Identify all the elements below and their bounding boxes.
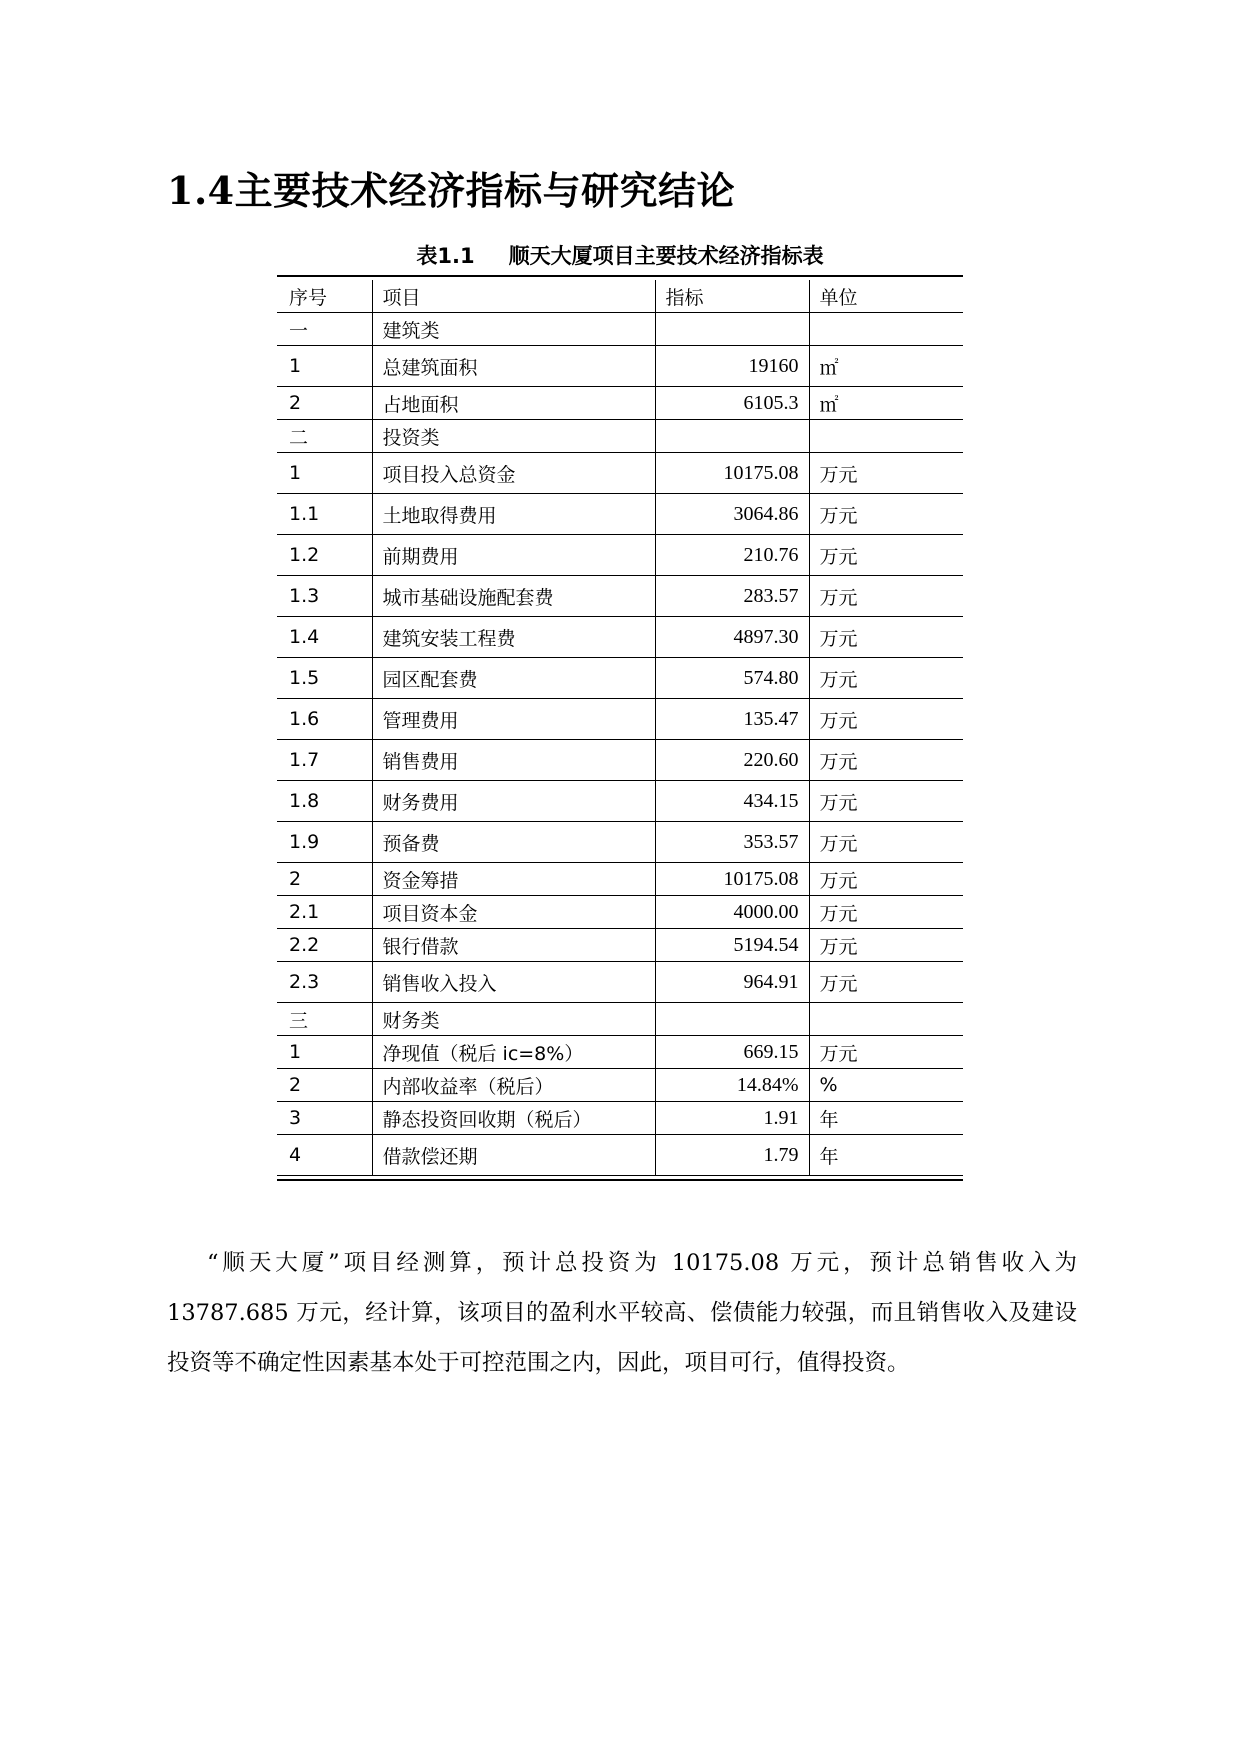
row-value-cell: 353.57 bbox=[655, 822, 809, 863]
row-item-cell: 投资类 bbox=[372, 420, 655, 453]
row-unit-cell: 万元 bbox=[809, 576, 963, 617]
row-item-cell: 资金筹措 bbox=[372, 863, 655, 896]
row-no-cell: 1 bbox=[277, 1036, 372, 1069]
table-row bbox=[277, 617, 963, 658]
row-unit-cell: 万元 bbox=[809, 453, 963, 494]
row-no-cell: 1.1 bbox=[277, 494, 372, 535]
row-unit-cell: 万元 bbox=[809, 699, 963, 740]
table-row bbox=[277, 387, 963, 420]
row-no-cell: 3 bbox=[277, 1102, 372, 1135]
row-value-cell: 220.60 bbox=[655, 740, 809, 781]
row-unit-cell: % bbox=[809, 1069, 963, 1102]
table-row bbox=[277, 929, 963, 962]
row-no-cell: 1.7 bbox=[277, 740, 372, 781]
row-unit-cell: 万元 bbox=[809, 781, 963, 822]
row-value-cell: 4897.30 bbox=[655, 617, 809, 658]
row-no-cell: 1.4 bbox=[277, 617, 372, 658]
indicator-table bbox=[277, 275, 963, 1181]
row-item-cell: 净现值（税后 ic=8%） bbox=[372, 1036, 655, 1069]
row-no-cell: 2.3 bbox=[277, 962, 372, 1003]
table-caption bbox=[277, 240, 963, 270]
row-no-cell: 2 bbox=[277, 387, 372, 420]
indicator-table-grid bbox=[277, 280, 963, 1176]
row-no-cell: 2.1 bbox=[277, 896, 372, 929]
table-row bbox=[277, 576, 963, 617]
row-no-cell: 三 bbox=[277, 1003, 372, 1036]
row-no-cell: 1.3 bbox=[277, 576, 372, 617]
row-item-cell: 借款偿还期 bbox=[372, 1135, 655, 1176]
row-item-cell: 建筑安装工程费 bbox=[372, 617, 655, 658]
row-item-cell: 银行借款 bbox=[372, 929, 655, 962]
row-unit-cell: 万元 bbox=[809, 822, 963, 863]
row-item-cell: 管理费用 bbox=[372, 699, 655, 740]
row-value-cell: 4000.00 bbox=[655, 896, 809, 929]
row-unit-cell: ㎡ bbox=[809, 387, 963, 420]
row-unit-cell bbox=[809, 420, 963, 453]
header-cell-value: 指标 bbox=[655, 280, 809, 313]
row-unit-cell: 万元 bbox=[809, 929, 963, 962]
table-row bbox=[277, 699, 963, 740]
row-unit-cell: 万元 bbox=[809, 863, 963, 896]
row-value-cell: 1.79 bbox=[655, 1135, 809, 1176]
row-unit-cell: 年 bbox=[809, 1135, 963, 1176]
row-item-cell: 预备费 bbox=[372, 822, 655, 863]
table-row bbox=[277, 740, 963, 781]
table-row bbox=[277, 1003, 963, 1036]
row-item-cell: 内部收益率（税后） bbox=[372, 1069, 655, 1102]
row-value-cell: 210.76 bbox=[655, 535, 809, 576]
row-item-cell: 土地取得费用 bbox=[372, 494, 655, 535]
row-item-cell: 财务费用 bbox=[372, 781, 655, 822]
table-top-rule bbox=[277, 275, 963, 277]
conclusion-text: “顺天大厦”项目经测算，预计总投资为 10175.08 万元，预计总销售收入为 13787.685 万元，经计算，该项目的盈利水平较高、偿债能力较强，而且销售收入及建设投资等不确定性因素基本处于可控范围之内，因此，项目可行，值得投资。 bbox=[167, 1250, 1077, 1376]
table-row bbox=[277, 896, 963, 929]
row-no-cell: 2.2 bbox=[277, 929, 372, 962]
row-no-cell: 1.9 bbox=[277, 822, 372, 863]
row-value-cell: 574.80 bbox=[655, 658, 809, 699]
table-bottom-rule bbox=[277, 1179, 963, 1181]
header-cell-unit: 单位 bbox=[809, 280, 963, 313]
row-unit-cell: 万元 bbox=[809, 617, 963, 658]
row-item-cell: 财务类 bbox=[372, 1003, 655, 1036]
row-unit-cell: 万元 bbox=[809, 896, 963, 929]
row-item-cell: 项目投入总资金 bbox=[372, 453, 655, 494]
table-row bbox=[277, 453, 963, 494]
row-no-cell: 1.8 bbox=[277, 781, 372, 822]
table-row bbox=[277, 781, 963, 822]
row-unit-cell: 年 bbox=[809, 1102, 963, 1135]
table-row bbox=[277, 1135, 963, 1176]
row-no-cell: 一 bbox=[277, 313, 372, 346]
row-no-cell: 1.6 bbox=[277, 699, 372, 740]
row-unit-cell: 万元 bbox=[809, 962, 963, 1003]
row-no-cell: 1.2 bbox=[277, 535, 372, 576]
row-value-cell: 1.91 bbox=[655, 1102, 809, 1135]
header-cell-item: 项目 bbox=[372, 280, 655, 313]
row-value-cell: 964.91 bbox=[655, 962, 809, 1003]
table-row bbox=[277, 313, 963, 346]
table-row bbox=[277, 346, 963, 387]
row-value-cell: 19160 bbox=[655, 346, 809, 387]
table-row bbox=[277, 658, 963, 699]
row-no-cell: 2 bbox=[277, 1069, 372, 1102]
row-no-cell: 4 bbox=[277, 1135, 372, 1176]
row-value-cell bbox=[655, 313, 809, 346]
row-no-cell: 1.5 bbox=[277, 658, 372, 699]
row-no-cell: 1 bbox=[277, 453, 372, 494]
row-value-cell bbox=[655, 420, 809, 453]
table-row bbox=[277, 494, 963, 535]
row-unit-cell bbox=[809, 1003, 963, 1036]
table-row bbox=[277, 863, 963, 896]
row-value-cell: 434.15 bbox=[655, 781, 809, 822]
row-value-cell: 283.57 bbox=[655, 576, 809, 617]
row-value-cell: 5194.54 bbox=[655, 929, 809, 962]
row-item-cell: 静态投资回收期（税后） bbox=[372, 1102, 655, 1135]
row-item-cell: 占地面积 bbox=[372, 387, 655, 420]
row-unit-cell bbox=[809, 313, 963, 346]
table-row bbox=[277, 535, 963, 576]
table-caption-title: 顺天大厦项目主要技术经济指标表 bbox=[508, 244, 824, 268]
header-cell-no: 序号 bbox=[277, 280, 372, 313]
row-value-cell bbox=[655, 1003, 809, 1036]
row-unit-cell: 万元 bbox=[809, 658, 963, 699]
row-unit-cell: 万元 bbox=[809, 740, 963, 781]
row-item-cell: 建筑类 bbox=[372, 313, 655, 346]
row-value-cell: 6105.3 bbox=[655, 387, 809, 420]
row-unit-cell: ㎡ bbox=[809, 346, 963, 387]
conclusion-paragraph bbox=[167, 1238, 1077, 1388]
row-item-cell: 总建筑面积 bbox=[372, 346, 655, 387]
row-no-cell: 二 bbox=[277, 420, 372, 453]
row-item-cell: 项目资本金 bbox=[372, 896, 655, 929]
row-unit-cell: 万元 bbox=[809, 1036, 963, 1069]
row-value-cell: 10175.08 bbox=[655, 863, 809, 896]
row-item-cell: 销售费用 bbox=[372, 740, 655, 781]
table-row bbox=[277, 1036, 963, 1069]
table-row bbox=[277, 822, 963, 863]
row-value-cell: 135.47 bbox=[655, 699, 809, 740]
table-caption-number: 表1.1 bbox=[416, 244, 475, 268]
table-row bbox=[277, 1069, 963, 1102]
row-item-cell: 园区配套费 bbox=[372, 658, 655, 699]
row-unit-cell: 万元 bbox=[809, 535, 963, 576]
section-heading: 1.4主要技术经济指标与研究结论 bbox=[167, 168, 736, 213]
row-value-cell: 10175.08 bbox=[655, 453, 809, 494]
row-value-cell: 14.84% bbox=[655, 1069, 809, 1102]
row-no-cell: 2 bbox=[277, 863, 372, 896]
row-unit-cell: 万元 bbox=[809, 494, 963, 535]
table-header-row bbox=[277, 280, 963, 313]
table-row bbox=[277, 1102, 963, 1135]
table-row bbox=[277, 420, 963, 453]
row-no-cell: 1 bbox=[277, 346, 372, 387]
row-item-cell: 城市基础设施配套费 bbox=[372, 576, 655, 617]
row-item-cell: 前期费用 bbox=[372, 535, 655, 576]
table-row bbox=[277, 962, 963, 1003]
row-value-cell: 669.15 bbox=[655, 1036, 809, 1069]
row-value-cell: 3064.86 bbox=[655, 494, 809, 535]
row-item-cell: 销售收入投入 bbox=[372, 962, 655, 1003]
